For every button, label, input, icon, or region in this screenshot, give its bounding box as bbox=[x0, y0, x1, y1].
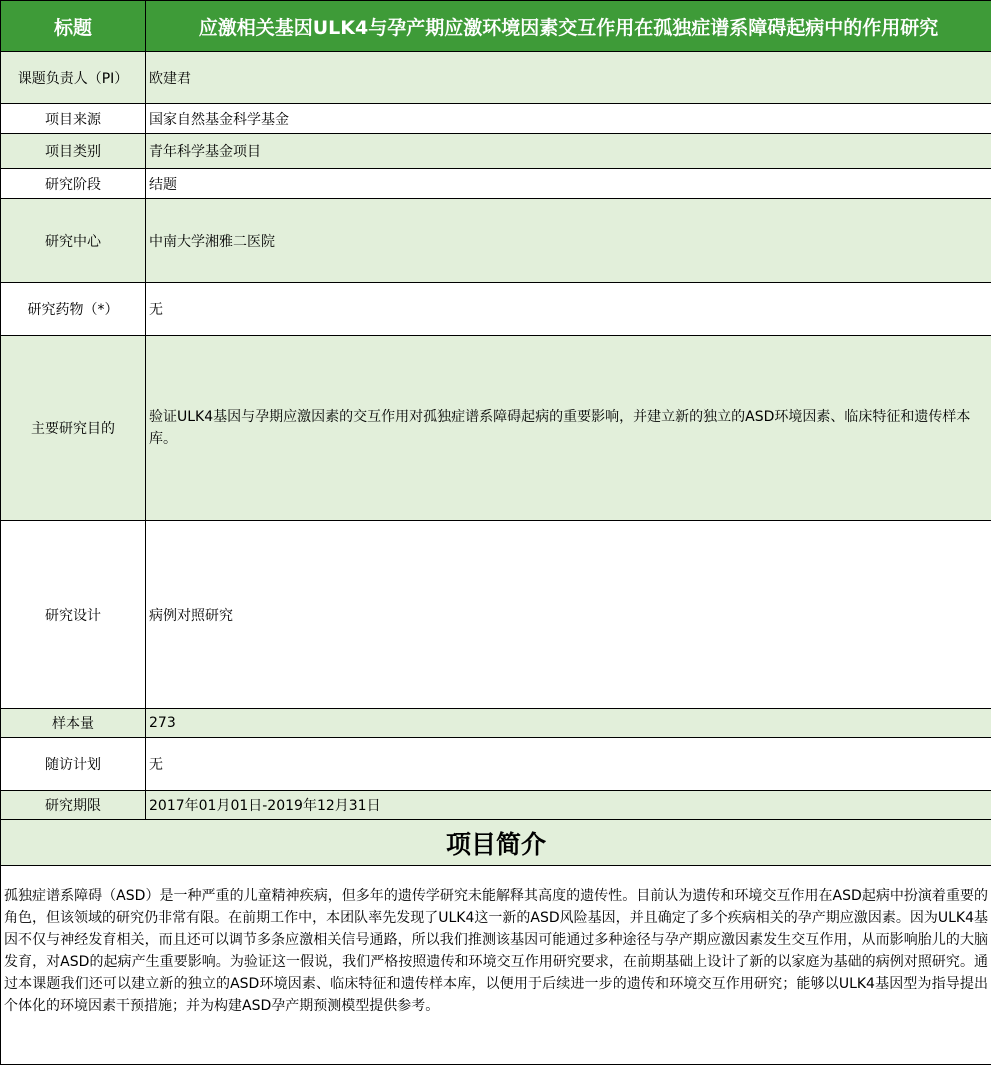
row-objective bbox=[1, 336, 991, 521]
row-category bbox=[1, 134, 991, 169]
row-value: 273 bbox=[146, 709, 991, 738]
row-sample-size bbox=[1, 709, 991, 738]
header-row bbox=[1, 1, 991, 52]
intro-text-row bbox=[1, 866, 991, 1065]
row-value: 欧建君 bbox=[146, 52, 991, 104]
intro-heading-row bbox=[1, 820, 991, 866]
row-value: 验证ULK4基因与孕期应激因素的交互作用对孤独症谱系障碍起病的重要影响，并建立新的独立的ASD环境因素、临床特征和遗传样本库。 bbox=[146, 336, 991, 521]
row-design bbox=[1, 521, 991, 709]
row-source bbox=[1, 104, 991, 134]
header-label: 标题 bbox=[1, 1, 146, 52]
row-value: 中南大学湘雅二医院 bbox=[146, 199, 991, 283]
row-value: 青年科学基金项目 bbox=[146, 134, 991, 169]
row-period bbox=[1, 791, 991, 820]
row-value: 国家自然基金科学基金 bbox=[146, 104, 991, 134]
row-value: 无 bbox=[146, 738, 991, 791]
intro-heading: 项目简介 bbox=[1, 820, 991, 866]
row-value: 结题 bbox=[146, 169, 991, 199]
row-label: 研究期限 bbox=[1, 791, 146, 820]
row-pi bbox=[1, 52, 991, 104]
row-value: 病例对照研究 bbox=[146, 521, 991, 709]
intro-text: 孤独症谱系障碍（ASD）是一种严重的儿童精神疾病，但多年的遗传学研究未能解释其高度的遗传性。目前认为遗传和环境交互作用在ASD起病中扮演着重要的角色，但该领域的研究仍非常有限。在前期工作中，本团队率先发现了ULK4这一新的ASD风险基因，并且确定了多个疾病相关的孕产期应激因素。因为ULK4基因不仅与神经发育相关，而且还可以调节多条应激相关信号通路，所以我们推测该基因可能通过多种途径与孕产期应激因素发生交互作用，从而影响胎儿的大脑发育，对ASD的起病产生重要影响。为验证这一假说，我们严格按照遗传和环境交互作用研究要求，在前期基础上设计了新的以家庭为基础的病例对照研究。通过本课题我们还可以建立新的独立的ASD环境因素、临床特征和遗传样本库，以便用于后续进一步的遗传和环境交互作用研究；能够以ULK4基因型为指导提出个体化的环境因素干预措施；并为构建ASD孕产期预测模型提供参考。 bbox=[1, 866, 991, 1065]
row-label: 项目类别 bbox=[1, 134, 146, 169]
project-title: 应激相关基因ULK4与孕产期应激环境因素交互作用在孤独症谱系障碍起病中的作用研究 bbox=[146, 1, 991, 52]
row-label: 研究药物（*） bbox=[1, 283, 146, 336]
row-label: 项目来源 bbox=[1, 104, 146, 134]
row-label: 研究阶段 bbox=[1, 169, 146, 199]
row-value: 无 bbox=[146, 283, 991, 336]
row-label: 样本量 bbox=[1, 709, 146, 738]
row-label: 随访计划 bbox=[1, 738, 146, 791]
row-label: 课题负责人（PI） bbox=[1, 52, 146, 104]
row-followup bbox=[1, 738, 991, 791]
row-label: 主要研究目的 bbox=[1, 336, 146, 521]
row-drug bbox=[1, 283, 991, 336]
row-label: 研究设计 bbox=[1, 521, 146, 709]
row-label: 研究中心 bbox=[1, 199, 146, 283]
row-center bbox=[1, 199, 991, 283]
row-stage bbox=[1, 169, 991, 199]
row-value: 2017年01月01日-2019年12月31日 bbox=[146, 791, 991, 820]
